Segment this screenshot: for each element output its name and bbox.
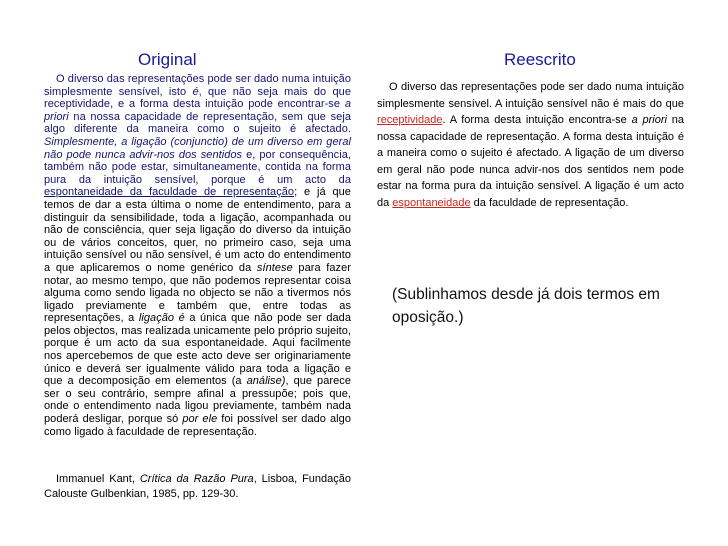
highlight-espontaneidade: espontaneidade [392,196,471,209]
rewritten-title: Reescrito [504,50,576,69]
highlight-receptividade: receptividade [377,114,443,126]
citation: Immanuel Kant, Crítica da Razão Pura, Lisboa, Fundação Calouste Gulbenkian, 1985, pp. 129-30. [44,473,351,500]
original-text: O diverso das representações pode ser dado numa intuição simplesmente sensível, isto é, que não seja mais do que receptividade, e a forma desta intuição pode encontrar-se a priori na nossa capacidade de representação, sem que seja algo diferente da maneira como o sujeito é afectado. Simplesmente, a ligação (conjunctio) de um diverso em geral não pode nunca advir-nos dos sentidos e, por consequência, também não pode estar, simultaneamente, contida na forma pura da intuição sensível, porque é um acto da espontaneidade da faculdade de representação; e já que temos de dar a esta última o nome de entendimento, para a distinguir da sensibilidade, toda a ligação, acompanhada ou não de consciência, quer seja ligação do diverso da intuição ou de vários conceitos, quer, no primeiro caso, seja uma intuição sensível ou não sensível, é um acto do entendimento a que aplicaremos o nome genérico da síntese para fazer notar, ao mesmo tempo, que não podemos representar coisa alguma como sendo ligada no objecto se não a tivermos nós ligado previamente e também que, entre todas as representações, a ligação é a única que não pode ser dada pelos objectos, mas realizada unicamente pelo próprio sujeito, porque é um acto da sua espontaneidade. Aqui facilmente nos apercebemos de que este acto deve ser originariamente único e deverá ser igualmente válido para toda a ligação e que a decomposição em elementos (a análise), que parece ser o seu contrário, sempre afinal a pressupõe; pois que, onde o entendimento nada ligou previamente, também nada poderá desligar, porque só por ele foi possível ser dado algo como ligado à faculdade de representação. [44,73,352,438]
note: (Sublinhamos desde já dois termos em oposição.) [392,286,660,326]
original-title: Original [138,50,197,69]
underlined-term: espontaneidade da faculdade de representação [44,186,295,199]
rewritten-text: O diverso das representações pode ser dado numa intuição simplesmente sensível. A intuição sensível não é mais do que receptividade. A forma desta intuição encontra-se a priori na nossa capacidade de representação. A forma desta intuição é a maneira como o sujeito é afectado. A ligação de um diverso em geral não pode nunca advir-nos dos sentidos nem pode estar na forma pura da intuição sensível. A ligação é um acto da espontaneidade da faculdade de representação. [377,81,685,209]
